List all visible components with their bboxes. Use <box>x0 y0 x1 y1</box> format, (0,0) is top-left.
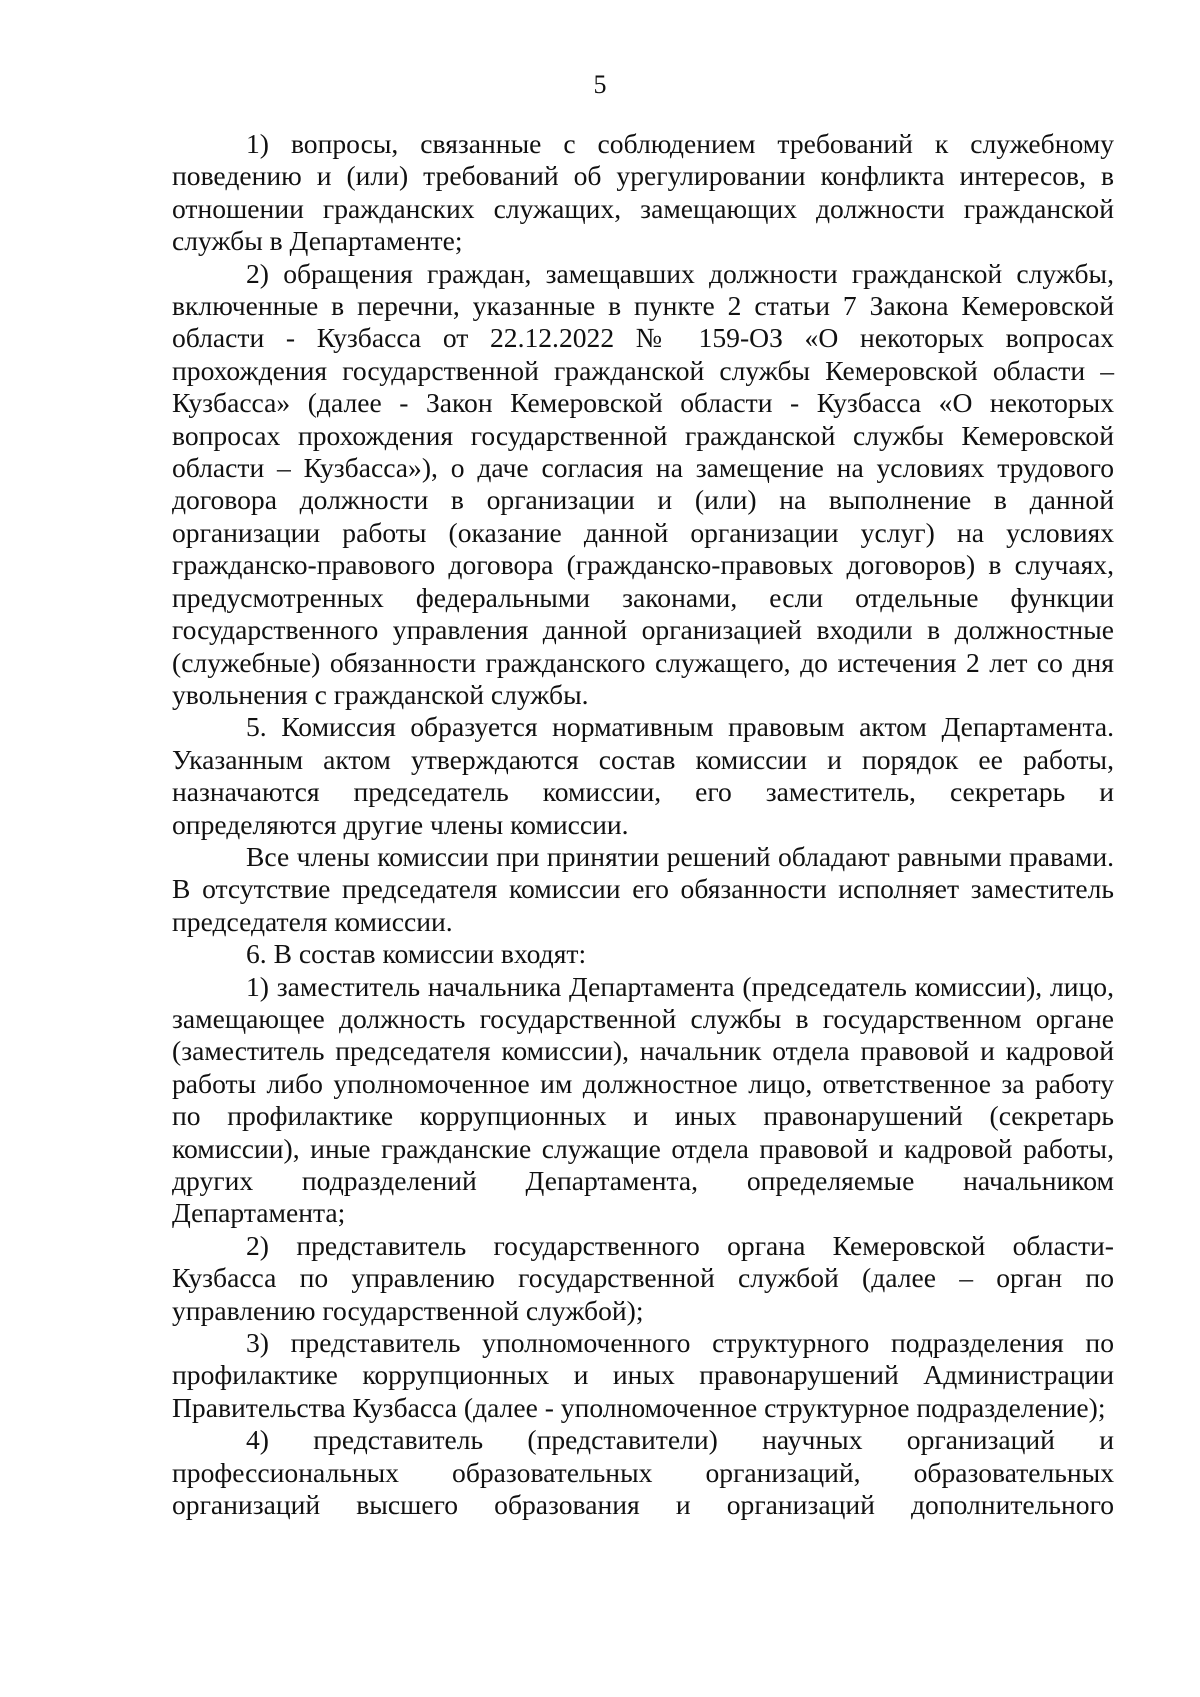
paragraph-member-3: 3) представитель уполномоченного структурного подразделения по профилактике коррупционных и иных правонарушений Администрации Правительства Кузбасса (далее - уполномоченное структурное подразделение); <box>172 1327 1114 1423</box>
paragraph-equal-rights: Все члены комиссии при принятии решений обладают равными правами. В отсутствие председателя комиссии его обязанности исполняет заместитель председателя комиссии. <box>172 840 1114 937</box>
paragraph-member-2: 2) представитель государственного органа Кемеровской области-Кузбасса по управлению государственной службой (далее – орган по управлению государственной службой); <box>172 1229 1114 1326</box>
paragraph-item-1: 1) вопросы, связанные с соблюдением требований к служебному поведению и (или) требований об урегулировании конфликта интересов, в отношении гражданских служащих, замещающих должности гражданской службы в Департаменте; <box>172 128 1114 257</box>
page-number: 5 <box>593 70 607 99</box>
paragraph-member-4: 4) представитель (представители) научных организаций и профессиональных образовательных организаций, образовательных организаций высшего образования и организаций дополнительного <box>172 1424 1114 1521</box>
paragraph-member-1: 1) заместитель начальника Департамента (председатель комиссии), лицо, замещающее должность государственной службы в государственном органе (заместитель председателя комиссии), начальник отдела правовой и кадровой работы либо уполномоченное им должностное лицо, ответственное за работу по профилактике коррупционных и иных правонарушений (секретарь комиссии), иные гражданские служащие отдела правовой и кадровой работы, других подразделений Департамента, определяемые начальником Департамента; <box>172 970 1114 1229</box>
paragraph-clause-5: 5. Комиссия образуется нормативным правовым актом Департамента. Указанным актом утверждаются состав комиссии и порядок ее работы, назначаются председатель комиссии, его заместитель, секретарь и определяются другие члены комиссии. <box>172 711 1114 840</box>
paragraph-clause-6: 6. В состав комиссии входят: <box>246 938 587 970</box>
document-body <box>172 128 1114 1521</box>
paragraph-item-2: 2) обращения граждан, замещавших должности гражданской службы, включенные в перечни, указанные в пункте 2 статьи 7 Закона Кемеровской области - Кузбасса от 22.12.2022 № 159-ОЗ «О некоторых вопросах прохождения государственной гражданской службы Кемеровской области – Кузбасса» (далее - Закон Кемеровской области - Кузбасса «О некоторых вопросах прохождения государственной гражданской службы Кемеровской области – Кузбасса»), о даче согласия на замещение на условиях трудового договора должности в организации и (или) на выполнение в данной организации работы (оказание данной организации услуг) на условиях гражданско-правового договора (гражданско-правовых договоров) в случаях, предусмотренных федеральными законами, если отдельные функции государственного управления данной организацией входили в должностные (служебные) обязанности гражданского служащего, до истечения 2 лет со дня увольнения с гражданской службы. <box>172 257 1114 710</box>
